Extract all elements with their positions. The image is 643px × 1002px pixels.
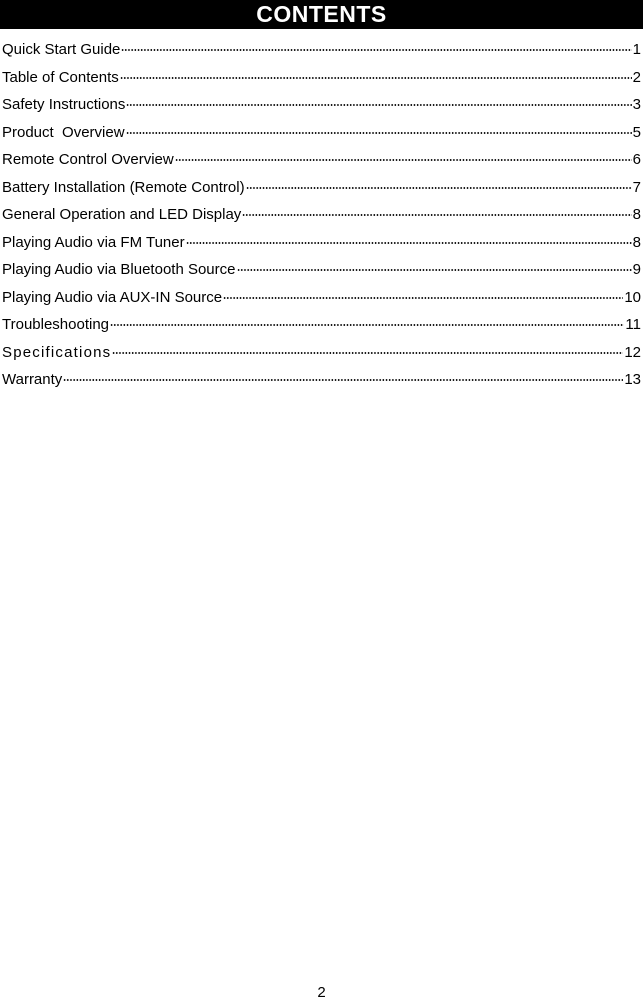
toc-entry-page: 2 (632, 68, 641, 86)
dot-leader (242, 214, 631, 216)
dot-leader (186, 242, 632, 244)
toc-entry-page: 1 (632, 41, 641, 58)
toc-entry-label: Quick Start Guide (2, 41, 121, 58)
toc-entry-battery-installation[interactable] (2, 176, 641, 204)
table-of-contents (2, 38, 641, 396)
toc-entry-page: 5 (632, 123, 641, 141)
toc-entry-page: 10 (624, 288, 641, 306)
toc-entry-label: Troubleshooting (2, 316, 110, 333)
toc-entry-specifications[interactable] (2, 341, 641, 369)
toc-entry-label: Remote Control Overview (2, 151, 174, 168)
toc-entry-bluetooth-source[interactable] (2, 258, 641, 286)
toc-entry-label: Specifications (2, 343, 112, 361)
toc-entry-page: 7 (632, 178, 641, 196)
toc-entry-remote-control-overview[interactable] (2, 148, 641, 176)
toc-entry-page: 13 (624, 371, 641, 388)
toc-entry-page: 9 (632, 261, 641, 278)
toc-entry-fm-tuner[interactable] (2, 231, 641, 259)
toc-entry-label: Battery Installation (Remote Control) (2, 178, 245, 196)
toc-entry-general-operation[interactable] (2, 203, 641, 231)
dot-leader (126, 132, 632, 134)
toc-entry-label: Playing Audio via Bluetooth Source (2, 261, 236, 278)
toc-entry-table-of-contents[interactable] (2, 66, 641, 94)
toc-entry-aux-in-source[interactable] (2, 286, 641, 314)
dot-leader (175, 159, 632, 161)
toc-entry-label: Product Overview (2, 123, 125, 141)
page-number: 2 (317, 984, 326, 1001)
toc-entry-label: Warranty (2, 371, 63, 388)
dot-leader (110, 324, 624, 326)
toc-entry-page: 8 (632, 233, 641, 251)
toc-entry-product-overview[interactable] (2, 121, 641, 149)
dot-leader (246, 187, 632, 189)
dot-leader (121, 49, 631, 51)
toc-entry-page: 8 (632, 206, 641, 223)
toc-entry-page: 11 (625, 316, 641, 333)
dot-leader (126, 104, 631, 106)
toc-entry-page: 12 (624, 343, 641, 361)
toc-entry-warranty[interactable] (2, 368, 641, 396)
contents-title: CONTENTS (256, 1, 387, 27)
toc-entry-safety-instructions[interactable] (2, 93, 641, 121)
toc-entry-label: Table of Contents (2, 68, 119, 86)
toc-entry-page: 3 (632, 96, 641, 113)
dot-leader (63, 379, 623, 381)
toc-entry-quick-start-guide[interactable] (2, 38, 641, 66)
dot-leader (120, 77, 632, 79)
toc-entry-label: General Operation and LED Display (2, 206, 242, 223)
toc-entry-label: Playing Audio via AUX-IN Source (2, 288, 223, 306)
dot-leader (223, 297, 623, 299)
contents-title-bar (0, 0, 643, 29)
toc-entry-troubleshooting[interactable] (2, 313, 641, 341)
dot-leader (237, 269, 632, 271)
toc-entry-page: 6 (632, 151, 641, 168)
toc-entry-label: Safety Instructions (2, 96, 126, 113)
dot-leader (112, 352, 623, 354)
toc-entry-label: Playing Audio via FM Tuner (2, 233, 185, 251)
